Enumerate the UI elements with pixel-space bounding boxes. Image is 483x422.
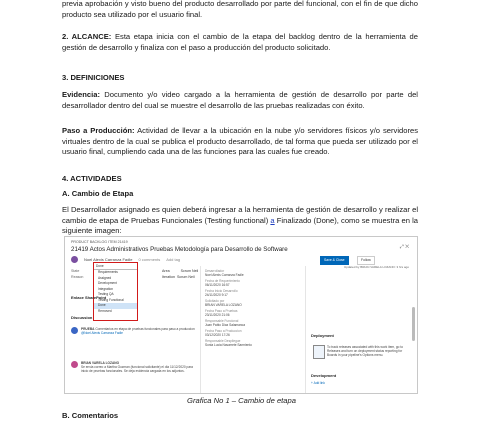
column-divider	[305, 266, 306, 393]
detail-value[interactable]: 24/11/2020 9:17	[205, 293, 228, 297]
detail-label: Solicitado por	[205, 299, 225, 303]
workitem-title: 21419 Actos Administrativos Pruebas Metodología para Desarrollo de Software	[71, 246, 288, 253]
comment-1-mention[interactable]: @Noel Alexis Carranza Fadle	[81, 331, 123, 335]
detail-label: Fecha Paso a Produccion	[205, 329, 242, 333]
section-alcance	[62, 32, 418, 53]
save-close-button[interactable]: Save & Close	[320, 256, 349, 265]
detail-label: Fecha de Requerimiento	[205, 279, 240, 283]
cambio-etapa-text	[62, 205, 418, 237]
state-option-done[interactable]: Done	[94, 303, 137, 309]
intro-line-2: el fin de que dicho producto sea utilizado por el usuario final.	[62, 0, 419, 19]
deployment-text: To track releases associated with this work item, go to Releases and turn on deployment status reporting for Boards in your pipeline's Options menu.	[327, 345, 403, 357]
window-controls	[400, 244, 409, 250]
enlace-heading: Enlace SharePoint	[71, 295, 107, 300]
comments-count[interactable]: 0 comments	[138, 257, 161, 262]
add-link-button[interactable]: + Add link	[311, 381, 325, 385]
detail-fields	[205, 269, 301, 347]
detail-label: Fecha Paso a Pruebas	[205, 309, 238, 313]
state-option[interactable]: Assigned	[98, 275, 112, 280]
field-reason-label: Reason	[71, 275, 84, 279]
detail-value[interactable]: Sonia Lucia Navarrete Sarmiento	[205, 343, 252, 347]
section-definiciones-heading: 3. DEFINICIONES	[62, 73, 125, 82]
detail-label: Responsable Funcional	[205, 319, 239, 323]
assignee-name[interactable]: Noel Alexis Carranza Fadle	[84, 257, 133, 262]
state-option[interactable]: Testing QA	[98, 292, 114, 296]
cambio-etapa-text-after: Finalizado (Done), como se muestra en la siguiente imagen:	[62, 215, 418, 236]
deployment-heading: Deployment	[311, 333, 334, 338]
field-iteration-label: Iteration	[162, 275, 175, 279]
definition-evidencia-text: Documento y/o video cargado a la herramienta de gestión de desarrollo por parte del desarrollador dentro del cual se muestre el desarrollo de las pruebas realizadas con éxito.	[62, 90, 418, 110]
comment-2-author: BRIAN VARELA LOZANO	[81, 361, 120, 365]
detail-value[interactable]: Noel Alexis Carranza Fadle	[205, 273, 244, 277]
discussion-heading: Discussion	[71, 315, 93, 320]
section-alcance-heading: 2. ALCANCE:	[62, 32, 112, 41]
definition-paso-produccion-text: Actividad de llevar a la ubicación en la nube y/o servidores físicos y/o servidores virtuales dentro de la cual se publica el producto desarrollado, de tal forma que pueda ser utilizado por el usuario final, cumpliendo cada una de las funciones para las cuales fue creado.	[62, 126, 418, 157]
comment-1-text: Comentarios en etapa de pruebas funcionales para paso a produccion	[95, 327, 195, 331]
scrollbar[interactable]	[412, 307, 415, 341]
close-icon[interactable]: ✕	[405, 244, 409, 250]
detail-value[interactable]: 23/11/2020 21:06	[205, 313, 230, 317]
state-option[interactable]: Removed	[98, 308, 112, 313]
detail-value[interactable]: 06/11/2020 16:57	[205, 283, 230, 287]
section-actividades-heading: 4. ACTIVIDADES	[62, 174, 122, 183]
state-option[interactable]: Integration	[98, 286, 114, 291]
comment-1	[81, 327, 196, 335]
subsection-cambio-etapa-heading: A. Cambio de Etapa	[62, 189, 134, 198]
field-area-value[interactable]: Scrum Neil	[180, 269, 199, 273]
detail-label: Fecha Inicio Desarrollo	[205, 289, 238, 293]
subsection-comentarios-heading: B. Comentarios	[62, 411, 119, 420]
workitem-type-label: PRODUCT BACKLOG ITEM 21419	[71, 240, 128, 244]
field-area-label: Area	[162, 269, 170, 273]
add-tag-button[interactable]: Add tag	[166, 257, 181, 262]
detail-label: Responsable Despliegue	[205, 339, 241, 343]
definition-paso-produccion	[62, 126, 418, 158]
comment-1-author: PRUEBA	[81, 327, 95, 331]
expand-icon[interactable]: ⤢	[399, 244, 404, 250]
state-option[interactable]: Development	[98, 281, 117, 285]
detail-value[interactable]: BRIAN VARELA LOZANO	[205, 303, 242, 307]
definition-paso-produccion-term: Paso a Producción:	[62, 126, 135, 135]
section-alcance-text: Esta etapa inicia con el cambio de la etapa del backlog dentro de la herramienta de gestión de desarrollo y finaliza con el paso a producción del producto solicitado.	[62, 32, 418, 52]
field-state-label: State	[71, 269, 80, 273]
development-heading: Development	[311, 373, 337, 378]
avatar	[71, 361, 78, 368]
state-option[interactable]: Testing Functional	[98, 297, 124, 302]
detail-label: Desarrollador	[205, 269, 225, 273]
cambio-etapa-text-before: El Desarrollador asignado es quien deberá ingresar a la herramienta de gestión de desarrollo y realizar el cambio de etapa de Pruebas Funcionales (Testing functional)	[62, 205, 418, 225]
field-iteration-value[interactable]: Scrum Neil	[177, 275, 195, 279]
state-option[interactable]: Requirements	[98, 270, 118, 274]
deployment-icon	[313, 345, 325, 359]
state-dropdown[interactable]	[93, 262, 138, 321]
state-dropdown-selected[interactable]: Done	[94, 263, 137, 270]
comment-2-text: Se envia correo a Martha Guzman (funcional solicitante) el dia 11/12/2020 para inicio de pruebas funcionales. Se deja evidencia cargada en los adjuntos.	[81, 365, 193, 373]
comment-2	[81, 361, 196, 373]
figure-screenshot	[64, 236, 418, 394]
detail-value[interactable]: Juan Pablo Diaz Salamanca	[205, 323, 246, 327]
figure-caption: Grafica No 1 – Cambio de etapa	[187, 396, 296, 405]
follow-button[interactable]: Follow	[357, 256, 375, 265]
intro-line-1: previa aprobación y visto bueno del producto desarrollado por parte del funcional, con	[62, 0, 354, 8]
definition-evidencia	[62, 90, 418, 111]
updated-by-text: Updated by BRIAN VARELA LOZANO: 3 hrs ago	[344, 265, 409, 269]
avatar	[71, 327, 78, 334]
avatar	[71, 256, 78, 263]
detail-value[interactable]: 03/12/2020 17:26	[205, 333, 230, 337]
column-divider	[200, 266, 201, 393]
intro-text	[62, 0, 418, 20]
definition-evidencia-term: Evidencia:	[62, 90, 100, 99]
cambio-etapa-link[interactable]: a	[270, 215, 275, 225]
